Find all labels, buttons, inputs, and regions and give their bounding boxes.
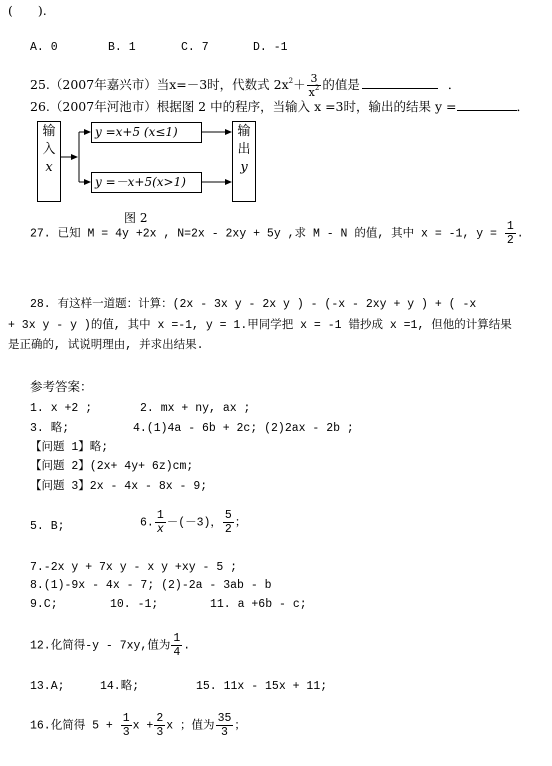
answer-5: 5. B; bbox=[30, 520, 65, 533]
question-28-line-2: + 3x y - y )的值, 其中 x =-1, y = 1.甲同学把 x = -1 错抄成 x =1, 但他的计算结果 bbox=[8, 319, 512, 332]
answers-title: 参考答案： bbox=[30, 379, 93, 394]
answer-14: 14.略; bbox=[100, 680, 140, 693]
question-28-line-1: 28. 有这样一道题：计算：(2x - 3x y - 2x y ) - (-x - 2xy + y ) + ( -x bbox=[30, 298, 477, 311]
answer-16: 16.化简得 5 + $\frac{1}{3}$ x + $\frac{2}{3}$ x ；值为 $\frac{35}{3}$ ； bbox=[30, 712, 246, 739]
option-a: A. 0 bbox=[30, 41, 58, 54]
answer-6: 6. $\frac{1}{x}$ －(－3)， $\frac{5}{2}$ ； bbox=[140, 509, 247, 536]
flow-branch-1: y =x+5 (x≤1) bbox=[91, 122, 202, 143]
answer-12: 12.化简得-y - 7xy,值为 $\frac{1}{4}$ . bbox=[30, 632, 191, 659]
flow-branch-2: y =－x+5(x>1) bbox=[91, 172, 202, 193]
answer-3: 3. 略; bbox=[30, 422, 70, 435]
answer-13: 13.A; bbox=[30, 680, 65, 693]
flow-input-box: 输 入 x bbox=[37, 121, 61, 202]
answer-4: 4.(1)4a - 6b + 2c; (2)2ax - 2b ; bbox=[133, 422, 354, 435]
answer-8: 8.(1)-9x - 4x - 7; (2)-2a - 3ab - b bbox=[30, 579, 272, 592]
answer-problem-2: 【问题 2】(2x+ 4y+ 6z)cm; bbox=[30, 460, 194, 473]
answer-1: 1. x +2 ; bbox=[30, 402, 93, 415]
question-25: 25.（2007年嘉兴市）当x=－3时，代数式 $2x^2+$ $\frac{3}{x^2}$ 的值是 ． bbox=[30, 72, 461, 99]
flow-output-box: 输 出 y bbox=[232, 121, 256, 202]
option-b: B. 1 bbox=[108, 41, 136, 54]
answer-9: 9.C; bbox=[30, 598, 58, 611]
answer-paren: ( ). bbox=[8, 3, 47, 18]
question-27: 27. 已知 M = 4y +2x , N=2x - 2xy + 5y ,求 M - N 的值, 其中 x = -1, y = $\frac{1}{2}$ . bbox=[30, 220, 524, 247]
answer-11: 11. a +6b - c; bbox=[210, 598, 307, 611]
question-28-line-3: 是正确的, 试说明理由, 并求出结果. bbox=[8, 339, 204, 352]
answer-problem-3: 【问题 3】2x - 4x - 8x - 9; bbox=[30, 480, 208, 493]
answer-problem-1: 【问题 1】略; bbox=[30, 441, 109, 454]
question-26: 26.（2007年河池市）根据图 2 中的程序，当输入 x =3时，输出的结果 y = ． bbox=[30, 99, 530, 114]
figure-caption: 图 2 bbox=[124, 211, 148, 225]
answer-7: 7.-2x y + 7x y - x y +xy - 5 ; bbox=[30, 561, 238, 574]
answer-2: 2. mx + ny, ax ; bbox=[140, 402, 251, 415]
answer-10: 10. -1; bbox=[110, 598, 159, 611]
flow-arrows bbox=[0, 0, 552, 230]
option-d: D. -1 bbox=[253, 41, 288, 54]
option-c: C. 7 bbox=[181, 41, 209, 54]
answer-15: 15. 11x - 15x + 11; bbox=[196, 680, 328, 693]
